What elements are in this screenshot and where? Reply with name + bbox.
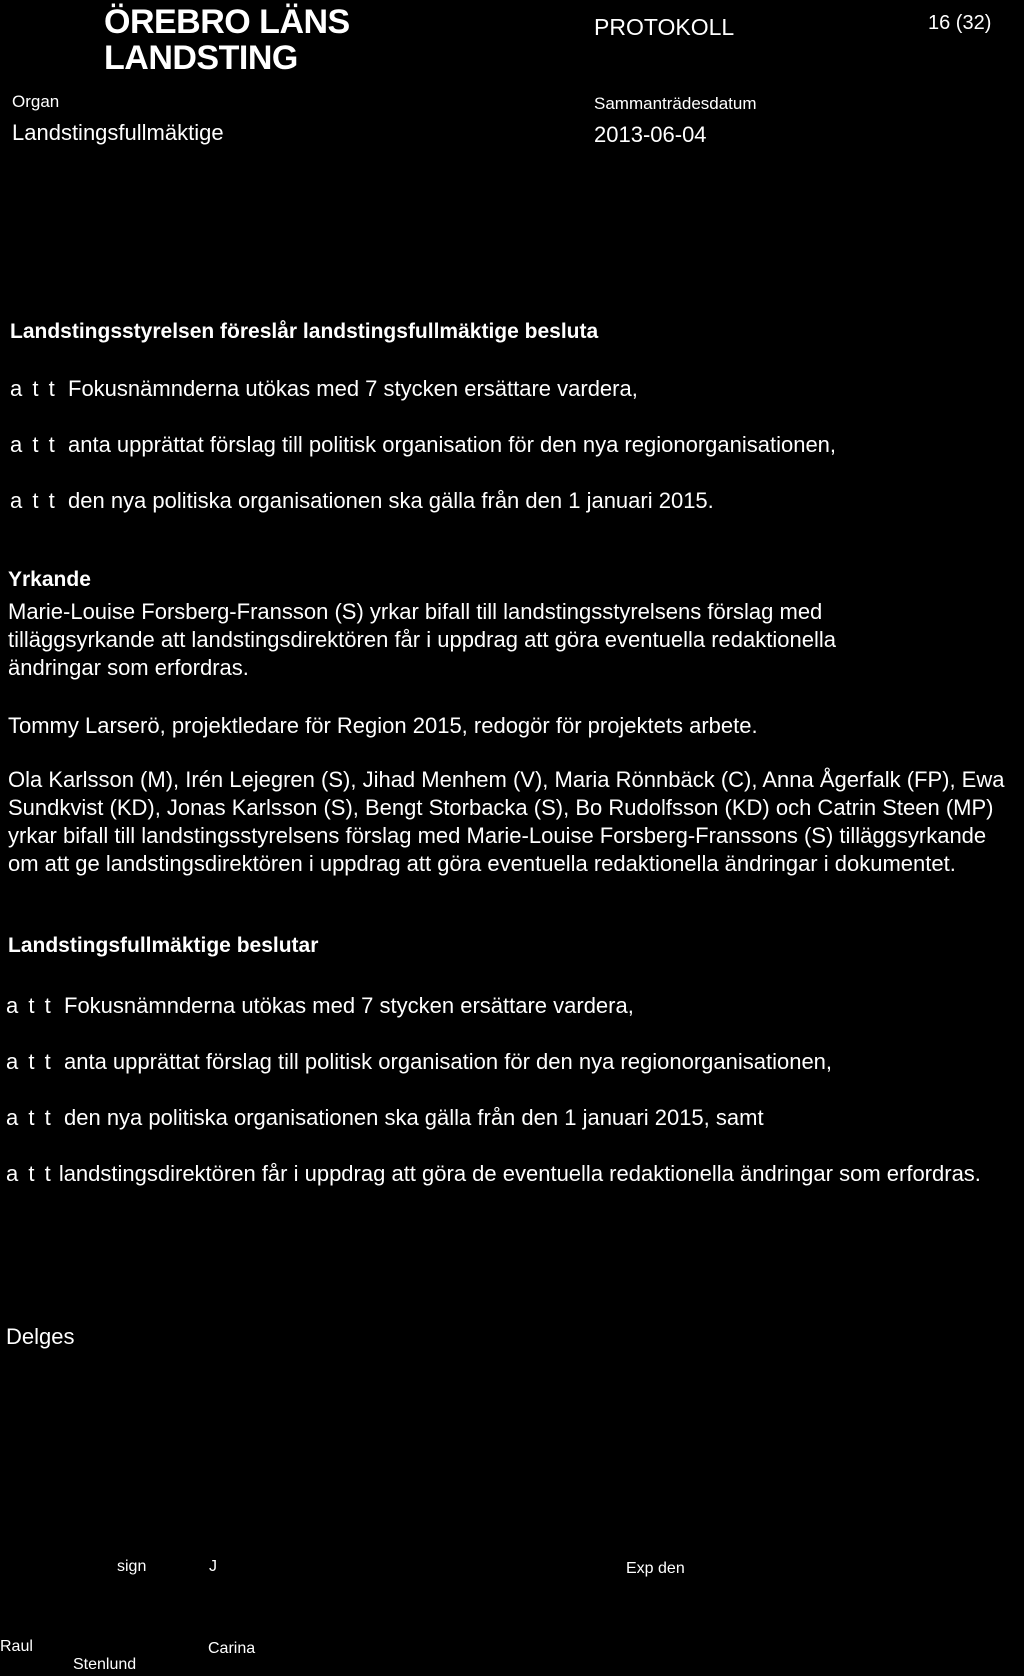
- clause-marker: a t t: [10, 432, 57, 457]
- sign-label: sign: [117, 1558, 147, 1575]
- proposal-clause: [10, 432, 836, 458]
- organ-value: Landstingsfullmäktige: [12, 120, 224, 145]
- clause-text: Fokusnämnderna utökas med 7 stycken ersättare vardera,: [64, 993, 634, 1018]
- clause-marker: a t t: [6, 1049, 53, 1074]
- org-name-line2: LANDSTING: [104, 39, 298, 77]
- clause-text: Fokusnämnderna utökas med 7 stycken ersättare vardera,: [68, 376, 638, 401]
- clause-text: anta upprättat förslag till politisk organisation för den nya regionorganisationen,: [64, 1049, 833, 1074]
- decision-clause-final: [6, 1160, 1006, 1188]
- decision-clause: [6, 1049, 832, 1075]
- page-number: 16 (32): [928, 12, 992, 34]
- signatory-raul: Raul: [0, 1638, 33, 1655]
- yrkande-text: Ola Karlsson (M), Irén Lejegren (S), Jihad Menhem (V), Maria Rönnbäck (C), Anna Ågerfalk (FP), Ewa Sundkvist (KD), Jonas Karlsson (S), Bengt Storbacka (S), Bo Rudolfsson (KD) och Catrin Steen (MP) yrkar bifall till landstingsstyrelsens förslag med Marie-Louise Forsberg-Franssons (S) tilläggsyrkande om att ge landstingsdirektören i uppdrag att göra eventuella redaktionella ändringar i dokumentet.: [8, 767, 1005, 876]
- organ-label: Organ: [12, 92, 60, 111]
- org-name-line1: ÖREBRO LÄNS: [104, 3, 350, 41]
- proposal-heading: Landstingsstyrelsen föreslår landstingsfullmäktige besluta: [10, 320, 599, 343]
- yrkande-heading: Yrkande: [8, 568, 91, 591]
- clause-marker: a t t: [6, 1105, 53, 1130]
- decision-heading: Landstingsfullmäktige beslutar: [8, 934, 319, 957]
- org-name: [104, 4, 350, 76]
- proposal-clause: [10, 376, 638, 402]
- document-type: PROTOKOLL: [594, 14, 735, 40]
- yrkande-paragraph: [8, 712, 968, 740]
- yrkande-text: Tommy Larserö, projektledare för Region 2015, redogör för projektets arbete.: [8, 713, 758, 738]
- date-label: Sammanträdesdatum: [594, 94, 757, 113]
- yrkande-paragraph: [8, 766, 1013, 878]
- decision-clause: [6, 1105, 764, 1131]
- clause-marker: a t t: [6, 993, 53, 1018]
- yrkande-paragraph: [8, 598, 928, 682]
- exp-label: Exp den: [626, 1560, 685, 1577]
- delges-label: Delges: [6, 1324, 75, 1349]
- proposal-clause: [10, 488, 714, 514]
- clause-text: den nya politiska organisationen ska gälla från den 1 januari 2015.: [68, 488, 714, 513]
- signatory-carina: Carina: [208, 1640, 256, 1657]
- date-value: 2013-06-04: [594, 122, 707, 147]
- clause-marker: a t t: [6, 1161, 53, 1186]
- decision-clause: [6, 993, 634, 1019]
- sign-mark: J: [209, 1558, 217, 1575]
- clause-text: anta upprättat förslag till politisk organisation för den nya regionorganisationen,: [68, 432, 837, 457]
- clause-text: den nya politiska organisationen ska gälla från den 1 januari 2015, samt: [64, 1105, 764, 1130]
- signatory-stenlund: Stenlund: [73, 1656, 137, 1673]
- yrkande-text: Marie-Louise Forsberg-Fransson (S) yrkar bifall till landstingsstyrelsens förslag med tilläggsyrkande att landstingsdirektören får i uppdrag att göra eventuella redaktionella ändringar som erfordras.: [8, 599, 836, 680]
- clause-marker: a t t: [10, 488, 57, 513]
- clause-marker: a t t: [10, 376, 57, 401]
- clause-text: landstingsdirektören får i uppdrag att göra de eventuella redaktionella ändringar som erfordras.: [58, 1161, 981, 1186]
